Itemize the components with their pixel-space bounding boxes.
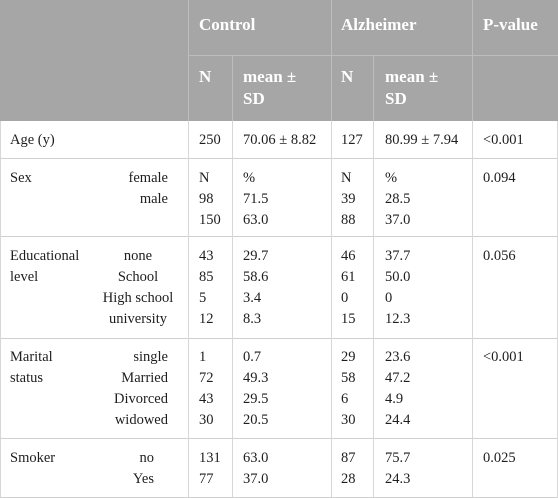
label-line: status (10, 370, 44, 386)
cell-value: 6 (341, 391, 349, 407)
cell-value: 131 (199, 450, 221, 466)
cell-value: 12 (199, 311, 214, 327)
marital-control-pct (243, 347, 268, 431)
header-alz-mean (385, 66, 438, 110)
col-divider (331, 121, 332, 498)
cell-value: 24.4 (385, 412, 411, 428)
cell-value: 37.0 (385, 212, 411, 228)
cell-value: 0.7 (243, 349, 262, 365)
age-label: Age (y) (10, 132, 55, 148)
cell-value: 71.5 (243, 191, 269, 207)
row-divider (0, 236, 558, 237)
header-alz-n: N (341, 67, 354, 86)
header-alz-mean-line1: mean ± (385, 67, 439, 86)
cell-value: 0 (341, 290, 349, 306)
sex-label: Sex (10, 170, 32, 186)
smoker-categories (98, 448, 154, 490)
age-control-n: 250 (199, 132, 221, 148)
sex-pvalue: 0.094 (483, 170, 516, 186)
marital-categories (98, 347, 168, 431)
cell-value: 28 (341, 471, 356, 487)
edu-cat: School (117, 269, 159, 285)
cell-value: 28.5 (385, 191, 411, 207)
marital-cat: Divorced (114, 391, 168, 407)
cell-value: 98 (199, 191, 214, 207)
sex-alz-pct (385, 168, 410, 231)
edu-cat: none (123, 248, 153, 264)
row-divider (0, 158, 558, 159)
header-col-divider (472, 0, 473, 121)
cell-value: 88 (341, 212, 356, 228)
cell-value: 61 (341, 269, 356, 285)
smoker-alz-n (341, 448, 356, 490)
cell-value: 63.0 (243, 450, 269, 466)
marital-control-n (199, 347, 214, 431)
header-pvalue: P-value (483, 15, 538, 34)
edu-cat: High school (102, 290, 174, 306)
sex-cat: female (128, 170, 168, 186)
row-divider (0, 338, 558, 339)
cell-value: 30 (199, 412, 214, 428)
marital-cat: widowed (114, 412, 168, 428)
header-col-divider (331, 0, 332, 121)
sex-categories (98, 168, 168, 210)
col-divider (232, 121, 233, 498)
header-control-n: N (199, 67, 212, 86)
cell-value: 4.9 (385, 391, 404, 407)
cell-value: 37.0 (243, 471, 269, 487)
cell-value: 0 (385, 290, 393, 306)
cell-value: 3.4 (243, 290, 262, 306)
cell-value: 87 (341, 450, 356, 466)
header-control-mean-line2: SD (243, 89, 265, 108)
col-divider (472, 121, 473, 498)
cell-value: 43 (199, 391, 214, 407)
smoker-alz-pct (385, 448, 410, 490)
smoker-label: Smoker (10, 450, 56, 466)
cell-value: 1 (199, 349, 207, 365)
cell-value: 15 (341, 311, 356, 327)
cell-value: 150 (199, 212, 221, 228)
edu-label (10, 246, 79, 288)
col-divider (373, 121, 374, 498)
marital-alz-n (341, 347, 356, 431)
sex-control-n (199, 168, 221, 231)
sex-alz-n (341, 168, 356, 231)
edu-control-n (199, 246, 214, 330)
cell-value: 72 (199, 370, 214, 386)
age-control-mean: 70.06 ± 8.82 (243, 132, 317, 148)
sex-control-pct (243, 168, 268, 231)
edu-alz-n (341, 246, 356, 330)
row-divider (0, 438, 558, 439)
cell-value: 37.7 (385, 248, 411, 264)
cell-value: 43 (199, 248, 214, 264)
cell-value: % (243, 170, 256, 186)
header-control: Control (199, 15, 256, 34)
edu-alz-pct (385, 246, 410, 330)
col-divider (188, 121, 189, 498)
cell-value: 77 (199, 471, 214, 487)
cell-value: 20.5 (243, 412, 269, 428)
header-alz-mean-line2: SD (385, 89, 407, 108)
header-col-divider (188, 0, 189, 121)
edu-cat: university (109, 311, 167, 327)
marital-pvalue: <0.001 (483, 349, 524, 365)
cell-value: 49.3 (243, 370, 269, 386)
label-line: Educational (10, 248, 80, 264)
cell-value: 30 (341, 412, 356, 428)
col-divider (0, 121, 1, 498)
edu-control-pct (243, 246, 268, 330)
header-col-divider (373, 55, 374, 121)
cell-value: % (385, 170, 398, 186)
age-alz-mean: 80.99 ± 7.94 (385, 132, 459, 148)
smoker-control-n (199, 448, 221, 490)
cell-value: 46 (341, 248, 356, 264)
cell-value: 8.3 (243, 311, 262, 327)
header-alzheimer: Alzheimer (341, 15, 417, 34)
edu-categories (98, 246, 178, 330)
marital-cat: single (133, 349, 168, 365)
cell-value: 75.7 (385, 450, 411, 466)
marital-cat: Married (121, 370, 168, 386)
cell-value: 50.0 (385, 269, 411, 285)
marital-alz-pct (385, 347, 410, 431)
header-control-mean (243, 66, 296, 110)
cell-value: 29.7 (243, 248, 269, 264)
cell-value: 5 (199, 290, 207, 306)
smoker-cat: no (139, 450, 154, 466)
cell-value: N (341, 170, 352, 186)
smoker-pvalue: 0.025 (483, 450, 516, 466)
cell-value: 47.2 (385, 370, 411, 386)
cell-value: 85 (199, 269, 214, 285)
smoker-cat: Yes (132, 471, 154, 487)
sex-cat: male (139, 191, 168, 207)
cell-value: 12.3 (385, 311, 411, 327)
cell-value: 63.0 (243, 212, 269, 228)
age-alz-n: 127 (341, 132, 363, 148)
header-col-divider (232, 55, 233, 121)
cell-value: N (199, 170, 210, 186)
label-line: level (10, 269, 39, 285)
label-line: Marital (10, 349, 53, 365)
cell-value: 29.5 (243, 391, 269, 407)
cell-value: 58 (341, 370, 356, 386)
age-pvalue: <0.001 (483, 132, 524, 148)
cell-value: 39 (341, 191, 356, 207)
cell-value: 24.3 (385, 471, 411, 487)
header-control-mean-line1: mean ± (243, 67, 297, 86)
cell-value: 58.6 (243, 269, 269, 285)
cell-value: 23.6 (385, 349, 411, 365)
cell-value: 29 (341, 349, 356, 365)
smoker-control-pct (243, 448, 268, 490)
edu-pvalue: 0.056 (483, 248, 516, 264)
marital-label (10, 347, 53, 389)
